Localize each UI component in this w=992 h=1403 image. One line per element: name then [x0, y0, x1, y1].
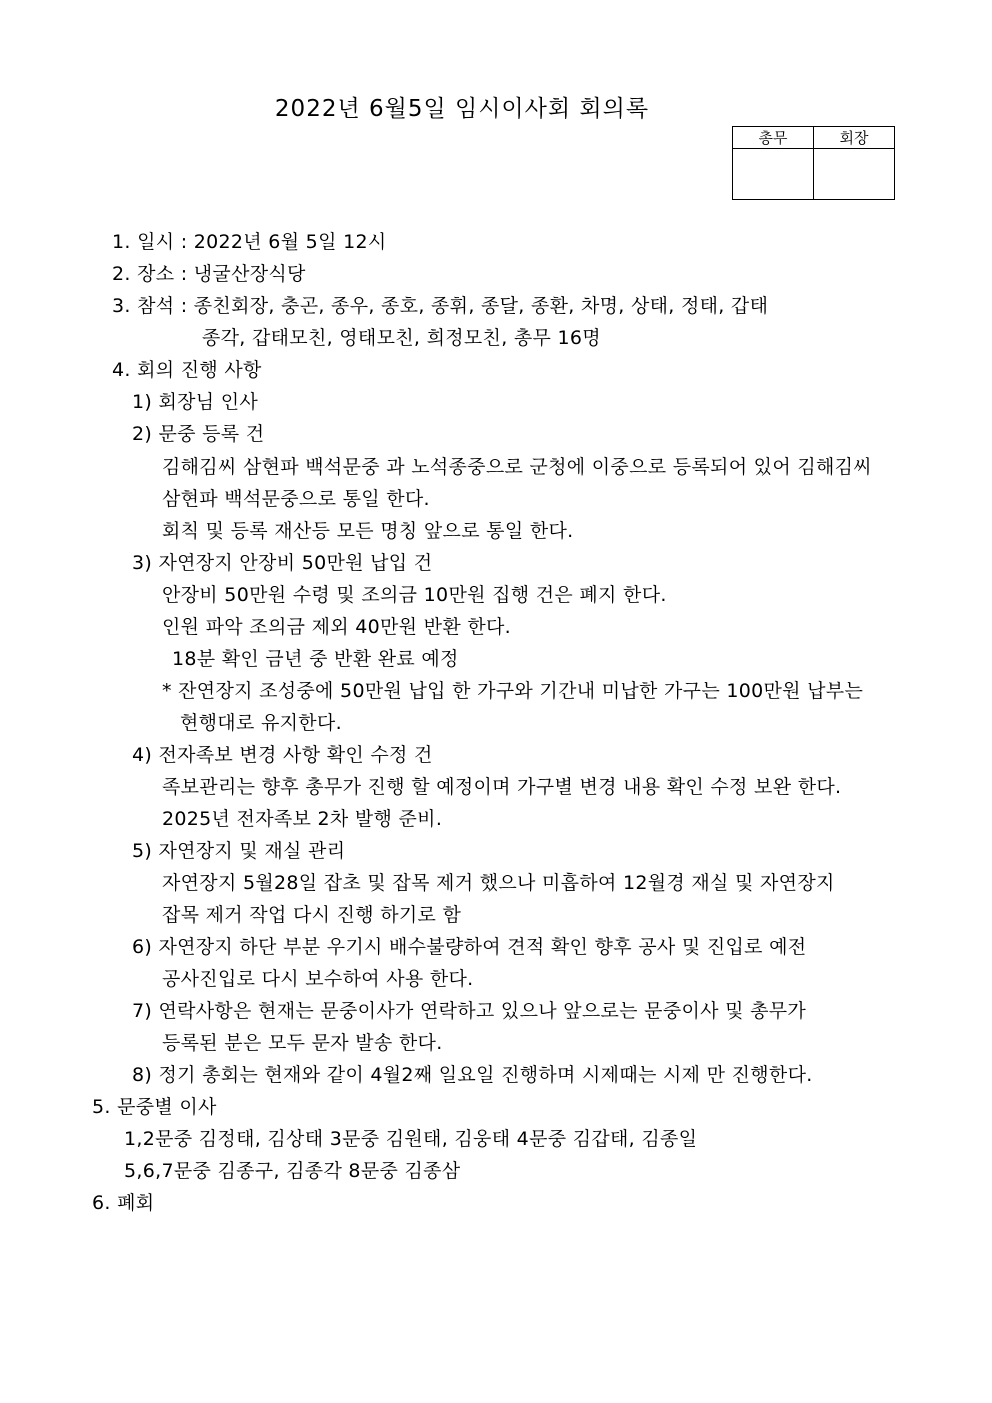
section-directors: 5. 문중별 이사	[92, 1096, 217, 1118]
section-agenda: 4. 회의 진행 사항	[112, 359, 262, 381]
agenda-3: 3) 자연장지 안장비 50만원 납입 건	[132, 552, 433, 574]
agenda-2: 2) 문중 등록 건	[132, 423, 265, 445]
directors-list: 1,2문중 김정태, 김상태 3문중 김원태, 김웅태 4문중 김갑태, 김종일	[124, 1128, 698, 1150]
agenda-7: 7) 연락사항은 현재는 문중이사가 연락하고 있으나 앞으로는 문중이사 및 총무가	[132, 1000, 807, 1022]
directors-list: 5,6,7문중 김종구, 김종각 8문중 김종삼	[124, 1160, 461, 1182]
approval-sign-box-secretary	[733, 149, 814, 200]
item-location: 2. 장소 : 냉굴산장식당	[112, 263, 306, 285]
agenda-2-text: 김해김씨 삼현파 백석문중 과 노석종중으로 군청에 이중으로 등록되어 있어 김해김씨	[162, 456, 872, 478]
approval-header-chairman: 회장	[814, 127, 895, 149]
item-datetime: 1. 일시 : 2022년 6월 5일 12시	[112, 231, 387, 253]
agenda-6-text: 공사진입로 다시 보수하여 사용 한다.	[162, 968, 474, 990]
agenda-7-text: 등록된 분은 모두 문자 발송 한다.	[162, 1032, 443, 1054]
agenda-3-text: 인원 파악 조의금 제외 40만원 반환 한다.	[162, 616, 511, 638]
agenda-5-text: 자연장지 5월28일 잡초 및 잡목 제거 했으나 미흡하여 12월경 재실 및 자연장지	[162, 872, 835, 894]
agenda-6: 6) 자연장지 하단 부분 우기시 배수불량하여 견적 확인 향후 공사 및 진입로 예전	[132, 936, 807, 958]
item-attendees-cont: 종각, 갑태모친, 영태모친, 희정모친, 총무 16명	[202, 327, 601, 349]
agenda-8: 8) 정기 총회는 현재와 같이 4월2째 일요일 진행하며 시제때는 시제 만 진행한다.	[132, 1064, 813, 1086]
agenda-5: 5) 자연장지 및 재실 관리	[132, 840, 346, 862]
agenda-3-text: 18분 확인 금년 중 반환 완료 예정	[172, 648, 459, 670]
agenda-3-note-cont: 현행대로 유지한다.	[180, 712, 342, 734]
agenda-4-text: 족보관리는 향후 총무가 진행 할 예정이며 가구별 변경 내용 확인 수정 보완 한다.	[162, 776, 842, 798]
approval-header-secretary: 총무	[733, 127, 814, 149]
agenda-5-text: 잡목 제거 작업 다시 진행 하기로 함	[162, 904, 462, 926]
document-title: 2022년 6월5일 임시이사회 회의록	[274, 96, 650, 122]
agenda-3-text: 안장비 50만원 수령 및 조의금 10만원 집행 건은 폐지 한다.	[162, 584, 667, 606]
item-attendees: 3. 참석 : 종친회장, 충곤, 종우, 종호, 종휘, 종달, 종환, 차명, 상태, 정태, 갑태	[112, 295, 769, 317]
agenda-4: 4) 전자족보 변경 사항 확인 수정 건	[132, 744, 433, 766]
agenda-3-note: * 잔연장지 조성중에 50만원 납입 한 가구와 기간내 미납한 가구는 100만원 납부는	[162, 680, 864, 702]
agenda-2-text: 회칙 및 등록 재산등 모든 명칭 앞으로 통일 한다.	[162, 520, 574, 542]
agenda-2-text: 삼현파 백석문중으로 통일 한다.	[162, 488, 430, 510]
approval-signature-table	[732, 126, 895, 200]
agenda-4-text: 2025년 전자족보 2차 발행 준비.	[162, 808, 443, 830]
approval-sign-box-chairman	[814, 149, 895, 200]
agenda-1: 1) 회장님 인사	[132, 391, 259, 413]
section-closing: 6. 폐회	[92, 1192, 155, 1214]
